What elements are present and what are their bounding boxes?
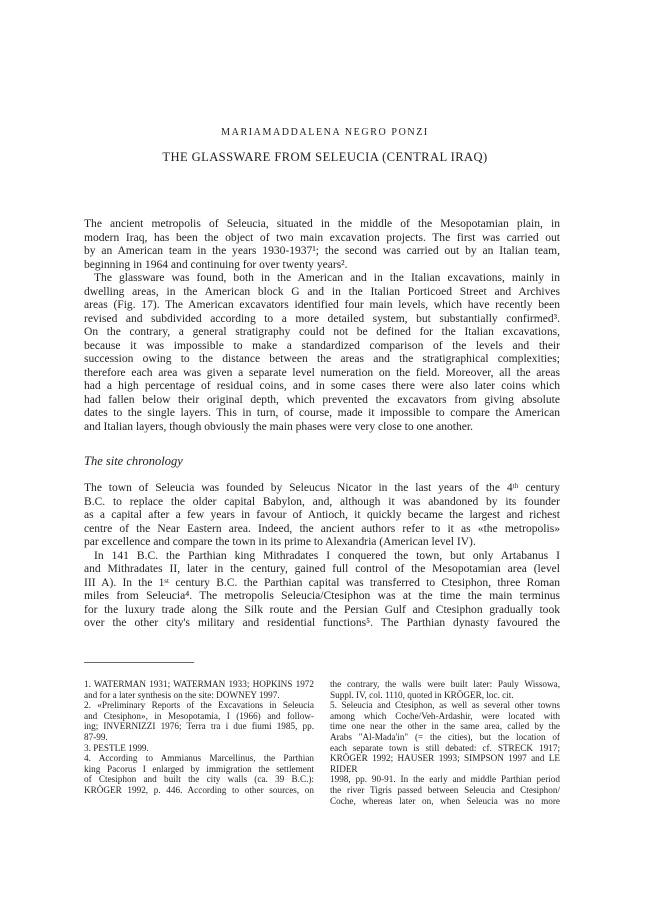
body-line: centre of the Near Eastern area. Indeed, the ancient authors refer to it as «the metropolis» xyxy=(84,522,560,535)
body-line: miles from Seleucia⁴. The metropolis Seleucia/Ctesiphon was at the time the main terminus xyxy=(84,590,560,602)
footnote-line: 3. PESTLE 1999. xyxy=(84,742,149,753)
body-line: for the luxury trade along the Silk route and the Persian Gulf and Ctesiphon gradually took xyxy=(84,603,560,616)
footnote-line: KRÖGER 1992; HAUSER 1993; SIMPSON 1997 and LE RIDER xyxy=(330,753,560,774)
footnotes-right-column xyxy=(330,679,560,806)
body-line: dwelling areas, in the American block G and in the Italian Porticoed Street and Archives xyxy=(84,285,560,298)
body-line: and Italian layers, though obviously the main phases were very close to one another. xyxy=(84,420,473,433)
body-line: over the other city's military and residential functions⁵. The Parthian dynasty favoured the xyxy=(84,617,560,629)
body-line: III A). In the 1ˢᵗ century B.C. the Parthian capital was transferred to Ctesiphon, three Roman xyxy=(84,576,560,589)
footnote-line: among which Coche/Veh-Ardashir, were located with xyxy=(330,710,560,721)
footnote-line: 1998, pp. 90-91. In the early and middle Parthian period xyxy=(330,774,560,785)
body-line: because it was impossible to make a standardized comparison of the levels and their xyxy=(84,339,560,352)
footnote-line: ing; INVERNIZZI 1976; Terra tra i due fiumi 1985, pp. xyxy=(84,721,314,732)
body-line: therefore each area was given a separate level numeration on the field. Moreover, all the areas xyxy=(84,366,560,379)
footnotes-left-column xyxy=(84,679,314,796)
footnote-line: 5. Seleucia and Ctesiphon, as well as several other towns xyxy=(330,700,560,711)
body-line: and Mithradates II, later in the century, gained full control of the Mesopotamian area (level xyxy=(84,563,560,575)
section-heading: The site chronology xyxy=(84,454,183,468)
footnote-line: and for a later synthesis on the site: DOWNEY 1997. xyxy=(84,689,280,700)
body-line: The ancient metropolis of Seleucia, situated in the middle of the Mesopotamian plain, in xyxy=(84,218,560,230)
footnote-line: of Ctesiphon and built the city walls (ca. 39 B.C.): xyxy=(84,774,314,785)
footnote-separator xyxy=(84,662,194,663)
footnote-line: the contrary, the walls were built later: Pauly Wissowa, xyxy=(330,679,560,689)
article-title: THE GLASSWARE FROM SELEUCIA (CENTRAL IRAQ) xyxy=(162,150,488,164)
chronology-paragraphs xyxy=(84,482,560,631)
body-line: had fallen below their original depth, which prevented the excavators from giving absolute xyxy=(84,393,560,406)
body-line: par excellence and compare the town in its prime to Alexandria (American level IV). xyxy=(84,536,476,548)
body-line: On the contrary, a general stratigraphy could not be defined for the Italian excavations, xyxy=(84,326,560,338)
footnote-line: 2. «Preliminary Reports of the Excavations in Seleucia xyxy=(84,700,314,711)
body-line: as a capital after a few years in favour of Antioch, it quickly became the largest and richest xyxy=(84,509,560,521)
footnote-line: king Pacorus I enlarged by immigration the settlement xyxy=(84,763,314,774)
footnote-line: the river Tigris passed between Seleucia and Ctesiphon/ xyxy=(330,784,560,795)
footnote-line: time one near the other in the same area, called by the xyxy=(330,721,560,732)
body-line: In 141 B.C. the Parthian king Mithradates I conquered the town, but only Artabanus I xyxy=(94,549,560,562)
footnote-line: Coche, whereas later on, when Seleucia was no more xyxy=(330,795,560,806)
footnote-line: Suppl. IV, col. 1110, quoted in KRÖGER, loc. cit. xyxy=(330,689,514,700)
body-line: The glassware was found, both in the American and in the Italian excavations, mainly in xyxy=(94,272,560,284)
footnote-line: and Ctesiphon», in Mesopotamia, I (1966) and follow- xyxy=(84,710,314,721)
intro-paragraphs xyxy=(84,218,560,434)
footnote-line: 1. WATERMAN 1931; WATERMAN 1933; HOPKINS 1972 xyxy=(84,679,314,689)
body-line: B.C. to replace the older capital Babylon, and, although it was abandoned by its founder xyxy=(84,495,560,508)
body-line: succession owing to the distance between the areas and the stratigraphical complexities; xyxy=(84,353,560,365)
body-line: had a high percentage of residual coins, and in some cases there were also later coins which xyxy=(84,380,560,392)
footnote-line: each separate town is still debated: cf. STRECK 1917; xyxy=(330,742,560,753)
body-line: modern Iraq, has been the object of two main excavation projects. The first was carried out xyxy=(84,231,560,244)
body-line: The town of Seleucia was founded by Seleucus Nicator in the last years of the 4ᵗʰ century xyxy=(84,482,560,494)
footnote-line: 87-99. xyxy=(84,731,108,742)
body-line: by an American team in the years 1930-1937¹; the second was carried out by an Italian team, xyxy=(84,245,560,257)
footnote-line: Arabs "Al-Mada'in" (= the cities), but the location of xyxy=(330,731,560,742)
body-line: beginning in 1964 and continuing for over twenty years². xyxy=(84,258,348,271)
author-name: MARIAMADDALENA NEGRO PONZI xyxy=(221,127,429,138)
footnote-line: 4. According to Ammianus Marcellinus, the Parthian xyxy=(84,753,314,764)
body-line: dates to the single layers. This in turn, of course, made it impossible to compare the American xyxy=(84,407,560,419)
body-line: revised and subdivided according to a more detailed system, but substantially confirmed³. xyxy=(84,312,560,325)
body-line: areas (Fig. 17). The American excavators identified four main levels, which have recently been xyxy=(84,299,560,311)
footnote-line: KRÖGER 1992, p. 446. According to other sources, on xyxy=(84,784,314,795)
